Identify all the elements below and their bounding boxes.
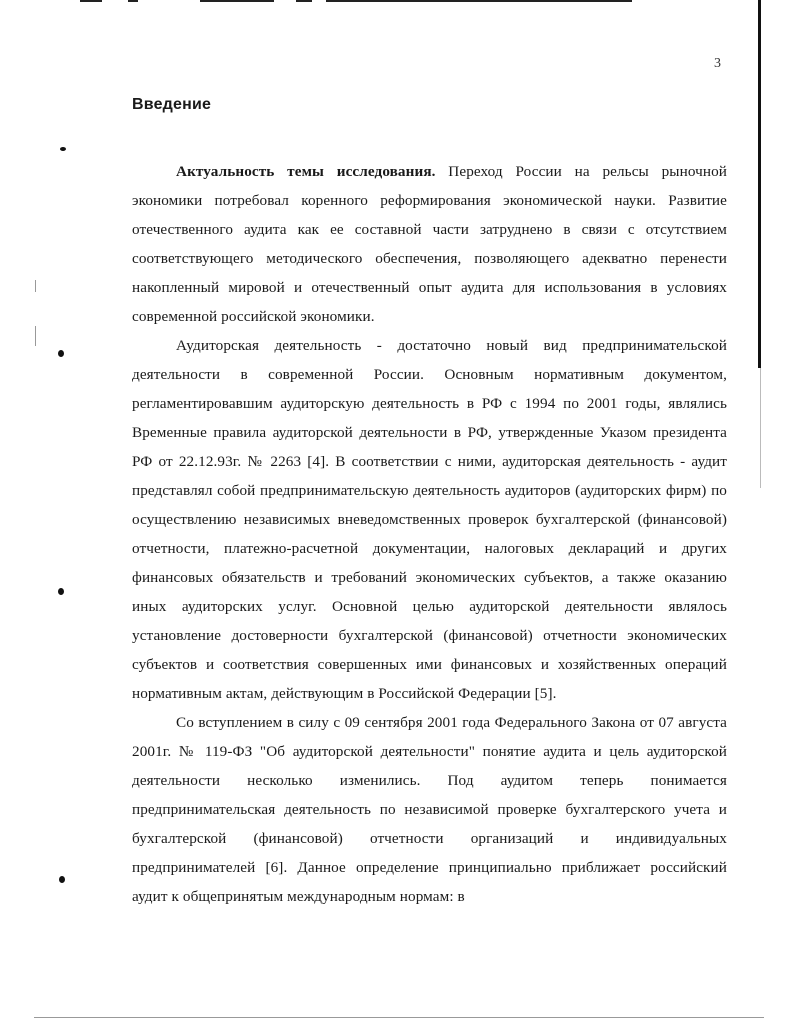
- paragraph: Аудиторская деятельность - достаточно новый вид предпринимательской деятельности в современной России. Основным нормативным документом, регламентировавшим аудиторскую деятельность в РФ с 1994 по 2001 годы, являлись Временные правила аудиторской деятельности в РФ, утвержденные Указом президента РФ от 22.12.93г. № 2263 [4]. В соответствии с ними, аудиторская деятельность - аудит представлял собой предпринимательскую деятельность аудиторов (аудиторских фирм) по осуществлению независимых вневедомственных проверок бухгалтерской (финансовой) отчетности, платежно-расчетной документации, налоговых деклараций и других финансовых обязательств и требований экономических субъектов, а также оказанию иных аудиторских услуг. Основной целью аудиторской деятельности являлось установление достоверности бухгалтерской (финансовой) отчетности экономических субъектов и соответствия совершенных ими финансовых и хозяйственных операций нормативным актам, действующим в Российской Федерации [5].: [132, 337, 727, 702]
- scan-artifact-dot: [58, 350, 64, 357]
- section-heading: Введение: [132, 96, 212, 113]
- scan-artifact-dot: [60, 147, 66, 151]
- scan-artifact-line: [80, 0, 102, 2]
- scan-artifact-line: [34, 1017, 764, 1018]
- scan-artifact-edge: [758, 0, 761, 368]
- page-number: 3: [714, 56, 721, 71]
- scan-artifact-line: [296, 0, 312, 2]
- paragraph-text: Переход России на рельсы рыночной экономики потребовал коренного реформирования экономической науки. Развитие отечественного аудита как ее составной части затруднено в связи с отсутствием соответствующего методического обеспечения, позволяющего адекватно перенести накопленный мировой и отечественный опыт аудита для использования в условиях современной российской экономики.: [132, 163, 728, 325]
- scan-artifact-tick: [35, 280, 36, 292]
- paragraph: Со вступлением в силу с 09 сентября 2001 года Федерального Закона от 07 августа 2001г. № 119-ФЗ "Об аудиторской деятельности" понятие аудита и цель аудиторской деятельности несколько изменились. Под аудитом теперь понимается предпринимательская деятельность по независимой проверке бухгалтерского учета и бухгалтерской (финансовой) отчетности организаций и индивидуальных предпринимателей [6]. Данное определение принципиально приближает российский аудит к общепринятым международным нормам: в: [132, 714, 727, 905]
- scan-artifact-line: [200, 0, 274, 2]
- scan-artifact-line: [326, 0, 632, 2]
- scan-artifact-dot: [58, 588, 64, 595]
- scan-artifact-tick: [35, 326, 36, 346]
- scan-artifact-edge: [760, 368, 761, 488]
- scan-artifact-line: [128, 0, 138, 2]
- body-text: [132, 157, 727, 911]
- paragraph: [132, 157, 727, 331]
- paragraph-bold-lead: Актуальность темы исследования.: [176, 163, 436, 180]
- scan-artifact-dot: [59, 876, 65, 883]
